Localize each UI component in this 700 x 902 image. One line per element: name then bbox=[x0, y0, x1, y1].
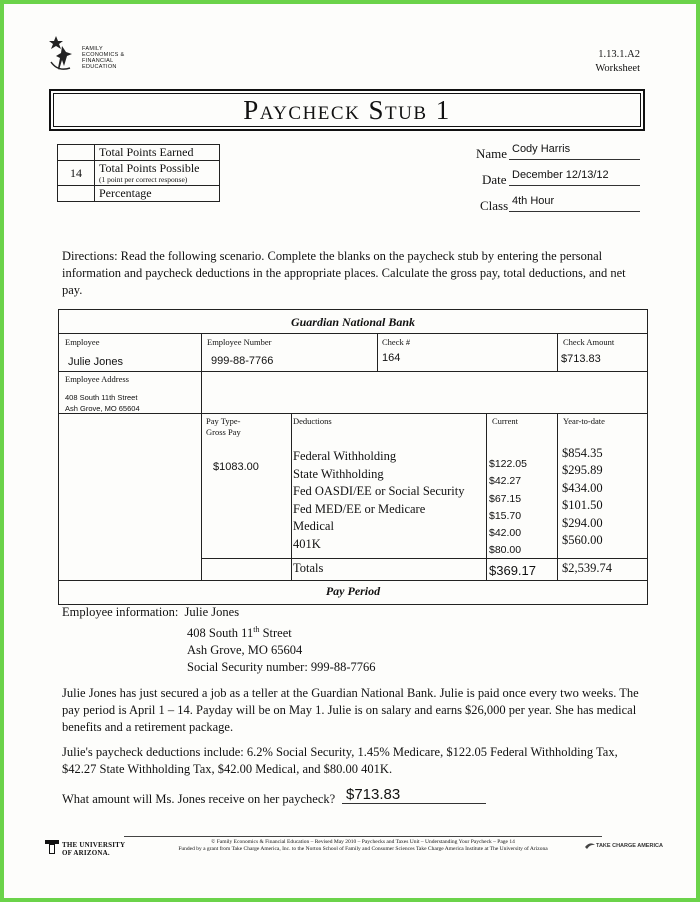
take-charge-america-brand: TAKE CHARGE AMERICA bbox=[596, 843, 663, 849]
current-label: Current bbox=[492, 416, 518, 426]
name-field[interactable]: Cody Harris bbox=[509, 143, 640, 160]
deduction-name: Medical bbox=[293, 519, 334, 533]
employee-value[interactable]: Julie Jones bbox=[68, 356, 124, 368]
deduction-names bbox=[293, 448, 465, 553]
check-number-value[interactable]: 164 bbox=[382, 352, 401, 364]
fefe-logo-icon bbox=[48, 32, 76, 78]
percentage-value-cell bbox=[58, 186, 95, 202]
employee-info-city: Ash Grove, MO 65604 bbox=[187, 643, 303, 658]
totals-label: Totals bbox=[293, 561, 324, 575]
take-charge-logo-icon bbox=[584, 841, 596, 851]
pay-period-label: Pay Period bbox=[325, 584, 381, 598]
directions-text: Directions: Read the following scenario. Complete the blanks on the paycheck stub by entering the personal information and paycheck deductions in the appropriate places. Calculate the gross pay, total deductions, and net pay. bbox=[62, 249, 626, 297]
ytd-value[interactable]: $294.00 bbox=[562, 515, 603, 530]
org-name: FAMILY ECONOMICS & FINANCIAL EDUCATION bbox=[82, 46, 125, 70]
deduction-name: 401K bbox=[293, 536, 321, 551]
class-field[interactable]: 4th Hour bbox=[509, 195, 640, 212]
employee-number-value[interactable]: 999-88-7766 bbox=[211, 355, 274, 367]
earned-value-cell bbox=[58, 145, 95, 161]
worksheet-page bbox=[4, 4, 696, 898]
ytd-value[interactable]: $295.89 bbox=[562, 463, 603, 478]
ytd-value[interactable]: $434.00 bbox=[562, 480, 603, 495]
current-value[interactable]: $67.15 bbox=[489, 492, 522, 505]
employee-info-name: Julie Jones bbox=[184, 605, 240, 619]
points-possible-note: (1 point per correct response) bbox=[99, 175, 188, 184]
gross-pay-value[interactable]: $1083.00 bbox=[213, 461, 259, 473]
employee-info-ssn: Social Security number: 999-88-7766 bbox=[187, 660, 376, 675]
points-table bbox=[57, 144, 220, 202]
deduction-name: Federal Withholding bbox=[293, 449, 397, 463]
employee-information bbox=[62, 604, 239, 621]
employee-info-details bbox=[187, 621, 376, 676]
date-label: Date bbox=[482, 172, 507, 187]
pay-type-label: Pay Type- Gross Pay bbox=[206, 416, 241, 437]
employee-number-label: Employee Number bbox=[207, 337, 272, 347]
check-amount-label: Check Amount bbox=[563, 337, 615, 347]
current-value[interactable]: $15.70 bbox=[489, 509, 522, 522]
ytd-values bbox=[562, 445, 603, 549]
scenario-text: Julie Jones has just secured a job as a teller at the Guardian National Bank. Julie is paid once every two weeks. The pay period is April 1 – 14. Payday will be on May 1. Julie is on salary and earns $26,000 per year. She has medical benefits and a retirement package. bbox=[62, 686, 639, 734]
paycheck-stub bbox=[58, 309, 648, 605]
deductions-label: Deductions bbox=[293, 416, 332, 426]
name-label: Name bbox=[476, 146, 508, 161]
class-label: Class bbox=[480, 198, 509, 213]
deduction-name: Fed OASDI/EE or Social Security bbox=[293, 484, 465, 498]
totals-ytd-value[interactable]: $2,539.74 bbox=[562, 561, 612, 575]
points-possible-value: 14 bbox=[58, 161, 95, 186]
current-value[interactable]: $80.00 bbox=[489, 544, 522, 557]
ytd-value[interactable]: $101.50 bbox=[562, 498, 603, 513]
university-logo-icon bbox=[44, 839, 60, 855]
ytd-value[interactable]: $854.35 bbox=[562, 446, 603, 460]
ytd-label: Year-to-date bbox=[563, 416, 605, 426]
deductions-text: Julie's paycheck deductions include: 6.2% Social Security, 1.45% Medicare, $122.05 Federal Withholding Tax, $42.27 State Withholding Tax, $42.00 Medical, and $80.00 401K. bbox=[62, 745, 618, 776]
current-value[interactable]: $122.05 bbox=[489, 458, 527, 470]
employee-label: Employee bbox=[65, 337, 100, 347]
points-earned-label: Total Points Earned bbox=[95, 145, 220, 161]
current-values bbox=[489, 456, 527, 560]
footer-text: © Family Economics & Financial Education – Revised May 2010 – Paychecks and Taxes Unit – Understanding Your Paycheck – Page 14 Funded by a grant from Take Charge America, Inc. to the Norton School of Family and Consumer Sciences Take Charge America Institute at The University of Arizona bbox=[178, 839, 548, 852]
title-box bbox=[49, 89, 645, 131]
totals-current-value[interactable]: $369.17 bbox=[489, 563, 536, 578]
employee-info-street: 408 South 11th Street bbox=[187, 625, 292, 641]
points-possible-label: Total Points Possible bbox=[99, 161, 200, 175]
employee-info-label: Employee information: bbox=[62, 605, 179, 619]
doc-code: 1.13.1.A2 Worksheet bbox=[595, 49, 640, 74]
check-number-label: Check # bbox=[382, 337, 411, 347]
page-title: Paycheck Stub 1 bbox=[243, 95, 451, 125]
university-name: THE UNIVERSITY OF ARIZONA. bbox=[62, 841, 126, 857]
deduction-name: State Withholding bbox=[293, 466, 384, 481]
current-value[interactable]: $42.00 bbox=[489, 527, 522, 540]
check-amount-value[interactable]: $713.83 bbox=[561, 353, 601, 365]
question-text: What amount will Ms. Jones receive on her paycheck? bbox=[62, 792, 336, 806]
bank-name: Guardian National Bank bbox=[290, 315, 416, 329]
percentage-label: Percentage bbox=[95, 186, 220, 202]
ytd-value[interactable]: $560.00 bbox=[562, 533, 603, 548]
employee-address-label: Employee Address bbox=[65, 374, 129, 384]
current-value[interactable]: $42.27 bbox=[489, 475, 522, 488]
employee-address-value[interactable]: 408 South 11th Street Ash Grove, MO 65604 bbox=[65, 393, 140, 413]
deduction-name: Fed MED/EE or Medicare bbox=[293, 501, 426, 516]
points-possible-cell bbox=[95, 161, 220, 186]
answer-field[interactable]: $713.83 bbox=[342, 786, 486, 804]
date-field[interactable]: December 12/13/12 bbox=[509, 169, 640, 186]
